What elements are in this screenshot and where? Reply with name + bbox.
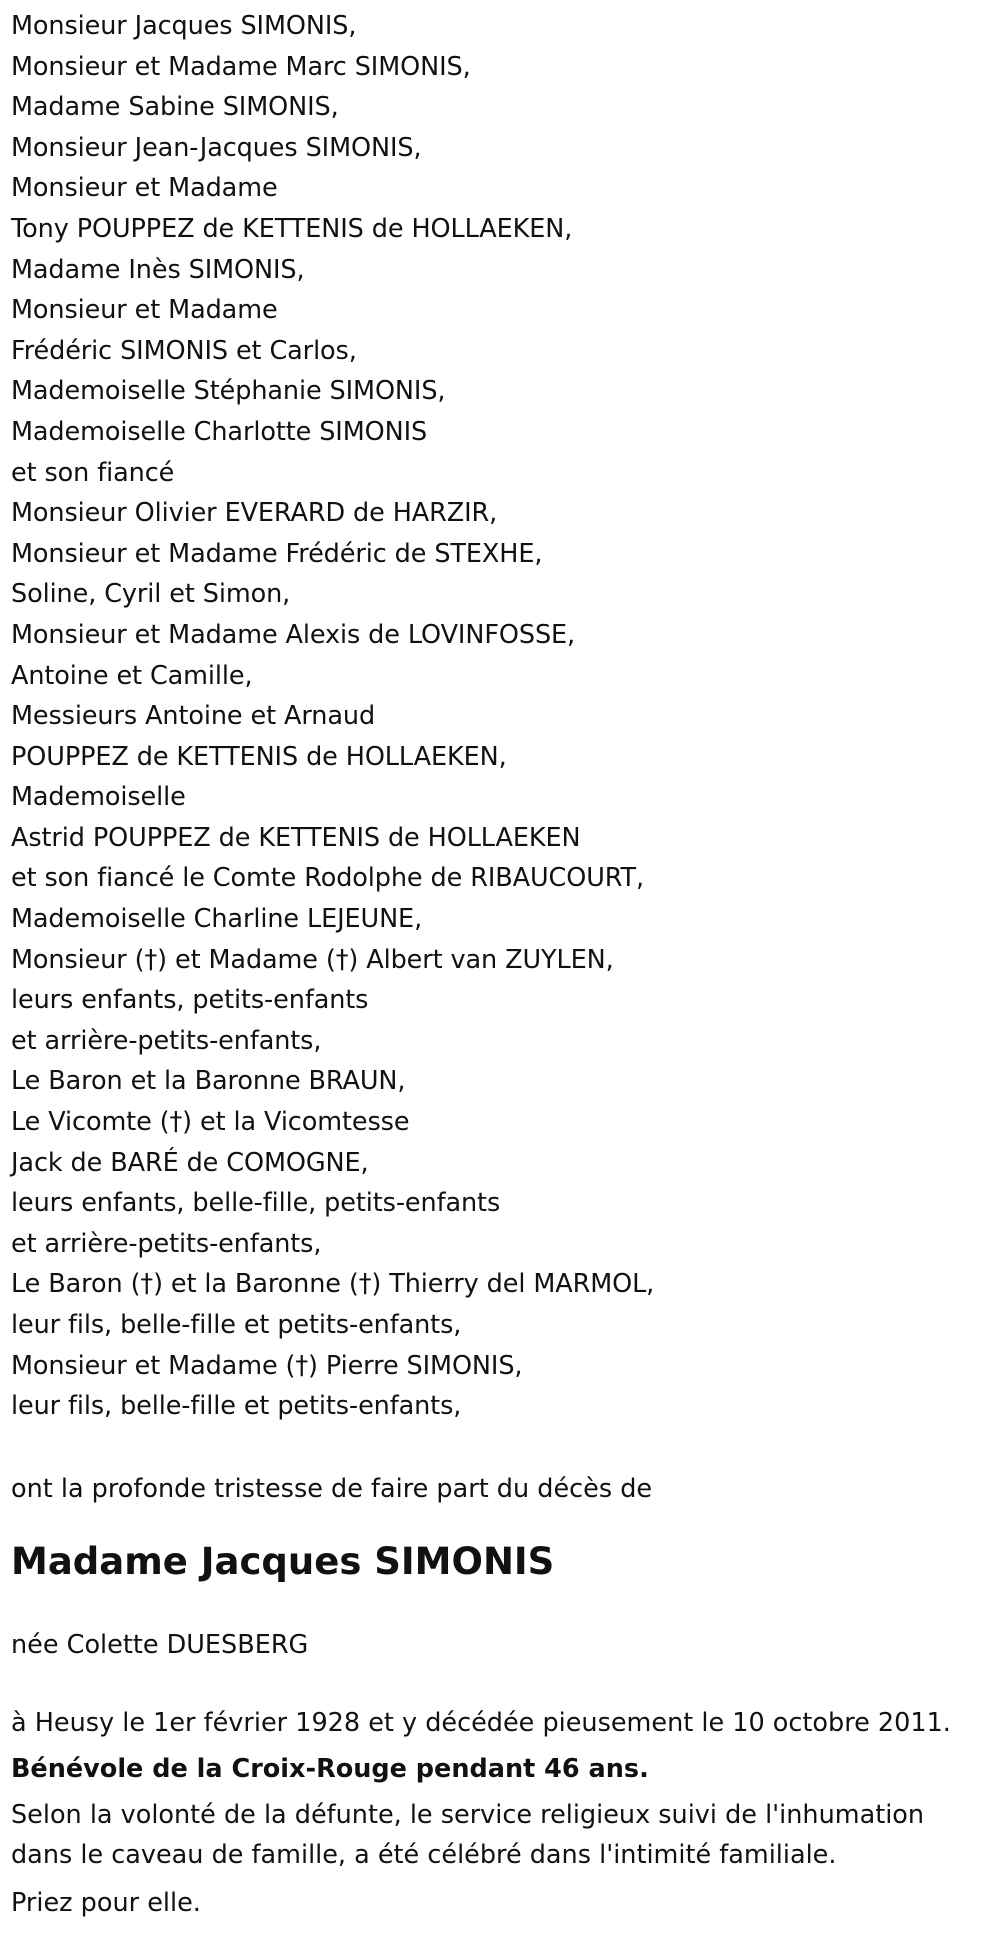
family-member-line: Le Vicomte (†) et la Vicomtesse xyxy=(11,1107,410,1138)
family-member-line: Monsieur et Madame xyxy=(11,173,278,204)
birth-name: née Colette DUESBERG xyxy=(11,1629,309,1660)
family-member-line: Frédéric SIMONIS et Carlos, xyxy=(11,335,357,366)
family-member-line: Tony POUPPEZ de KETTENIS de HOLLAEKEN, xyxy=(11,213,573,244)
family-member-line: Mademoiselle Charline LEJEUNE, xyxy=(11,904,423,935)
volunteer-note: Bénévole de la Croix-Rouge pendant 46 ans. xyxy=(11,1753,649,1784)
family-member-line: Jack de BARÉ de COMOGNE, xyxy=(11,1147,369,1178)
family-member-line: Le Baron (†) et la Baronne (†) Thierry del MARMOL, xyxy=(11,1269,655,1300)
family-member-line: Monsieur et Madame (†) Pierre SIMONIS, xyxy=(11,1350,523,1381)
family-member-line: POUPPEZ de KETTENIS de HOLLAEKEN, xyxy=(11,741,507,772)
family-member-line: et arrière-petits-enfants, xyxy=(11,1025,322,1056)
family-member-line: leur fils, belle-fille et petits-enfants, xyxy=(11,1310,462,1340)
family-member-line: leurs enfants, petits-enfants xyxy=(11,985,369,1016)
birth-death-dates: à Heusy le 1er février 1928 et y décédée pieusement le 10 octobre 2011. xyxy=(11,1707,951,1738)
family-member-line: Messieurs Antoine et Arnaud xyxy=(11,701,376,732)
family-member-line: Monsieur et Madame xyxy=(11,295,278,326)
family-member-line: et son fiancé xyxy=(11,457,175,488)
family-member-line: Monsieur et Madame Frédéric de STEXHE, xyxy=(11,538,543,569)
family-member-line: Mademoiselle Stéphanie SIMONIS, xyxy=(11,376,446,407)
family-member-line: Mademoiselle xyxy=(11,782,186,813)
family-member-line: Monsieur Olivier EVERARD de HARZIR, xyxy=(11,498,498,529)
deceased-name: Madame Jacques SIMONIS xyxy=(11,1539,555,1583)
ceremony-note: Selon la volonté de la défunte, le service religieux suivi de l'inhumation dans le caveau de famille, a été célébré dans l'intimité familiale. xyxy=(11,1799,925,1870)
family-member-line: Monsieur et Madame Alexis de LOVINFOSSE, xyxy=(11,619,576,650)
family-member-line: Monsieur et Madame Marc SIMONIS, xyxy=(11,51,471,82)
family-member-line: leur fils, belle-fille et petits-enfants, xyxy=(11,1391,462,1422)
family-list xyxy=(11,0,996,1427)
family-member-line: leurs enfants, belle-fille, petits-enfants xyxy=(11,1188,501,1219)
prayer-line: Priez pour elle. xyxy=(11,1887,201,1918)
family-member-line: Antoine et Camille, xyxy=(11,660,253,691)
announcement-intro: ont la profonde tristesse de faire part du décès de xyxy=(11,1473,653,1504)
family-member-line: Le Baron et la Baronne BRAUN, xyxy=(11,1066,406,1097)
family-member-line: Soline, Cyril et Simon, xyxy=(11,579,291,610)
family-member-line: Monsieur Jacques SIMONIS, xyxy=(11,11,357,41)
family-member-line: Astrid POUPPEZ de KETTENIS de HOLLAEKEN xyxy=(11,822,581,853)
family-member-line: Monsieur (†) et Madame (†) Albert van ZUYLEN, xyxy=(11,944,614,975)
family-member-line: Madame Sabine SIMONIS, xyxy=(11,92,339,123)
family-member-line: Mademoiselle Charlotte SIMONIS xyxy=(11,416,428,447)
family-member-line: et arrière-petits-enfants, xyxy=(11,1228,322,1259)
family-member-line: Monsieur Jean-Jacques SIMONIS, xyxy=(11,132,422,163)
family-member-line: et son fiancé le Comte Rodolphe de RIBAUCOURT, xyxy=(11,863,645,894)
family-member-line: Madame Inès SIMONIS, xyxy=(11,254,305,285)
